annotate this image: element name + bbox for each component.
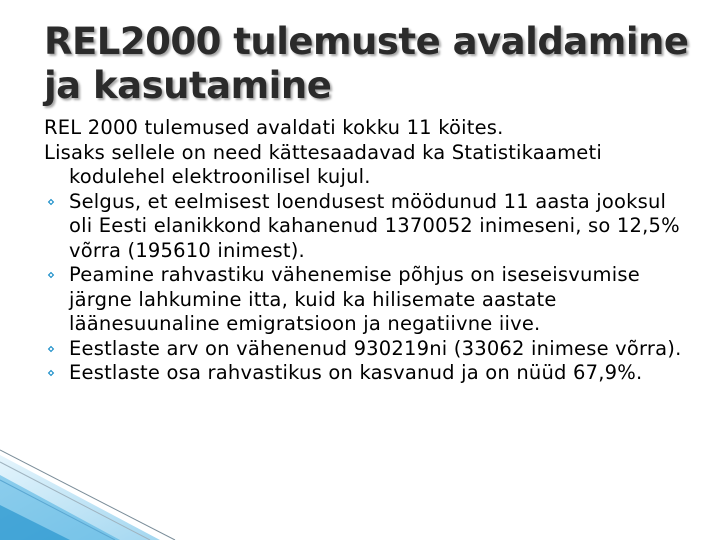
paragraph: REL 2000 tulemused avaldati kokku 11 köites. (44, 116, 504, 139)
bullet-item (44, 263, 684, 337)
bullet-item (44, 337, 684, 362)
bullet-list (44, 190, 684, 386)
bullet-text: Eestlaste osa rahvastikus on kasvanud ja on nüüd 67,9%. (69, 361, 643, 384)
bullet-text: Eestlaste arv on vähenenud 930219ni (33062 inimese võrra). (69, 336, 682, 360)
bullet-item (44, 190, 684, 264)
diamond-bullet-icon (47, 369, 55, 377)
bullet-item (44, 361, 684, 386)
slide-title: REL2000 tulemuste avaldamine ja kasutamine (44, 20, 689, 107)
diamond-bullet-icon (47, 198, 55, 206)
bullet-text: Selgus, et eelmisest loendusest möödunud 11 aasta jooksul oli Eesti elanikkond kahanenud 1370052 inimeseni, so 12,5% võrra (195610 inimest). (69, 189, 680, 262)
slide-body (44, 116, 684, 386)
diamond-bullet-icon (47, 271, 55, 279)
diamond-bullet-icon (47, 345, 55, 353)
bullet-text: Peamine rahvastiku vähenemise põhjus on iseseisvumise järgne lahkumine itta, kuid ka hilisemate aastate läänesuunaline emigratsioon ja negatiivne iive. (69, 263, 640, 335)
decorative-stripes (0, 420, 230, 540)
paragraph: Lisaks sellele on need kättesaadavad ka Statistikaameti kodulehel elektroonilisel kujul. (44, 140, 602, 188)
